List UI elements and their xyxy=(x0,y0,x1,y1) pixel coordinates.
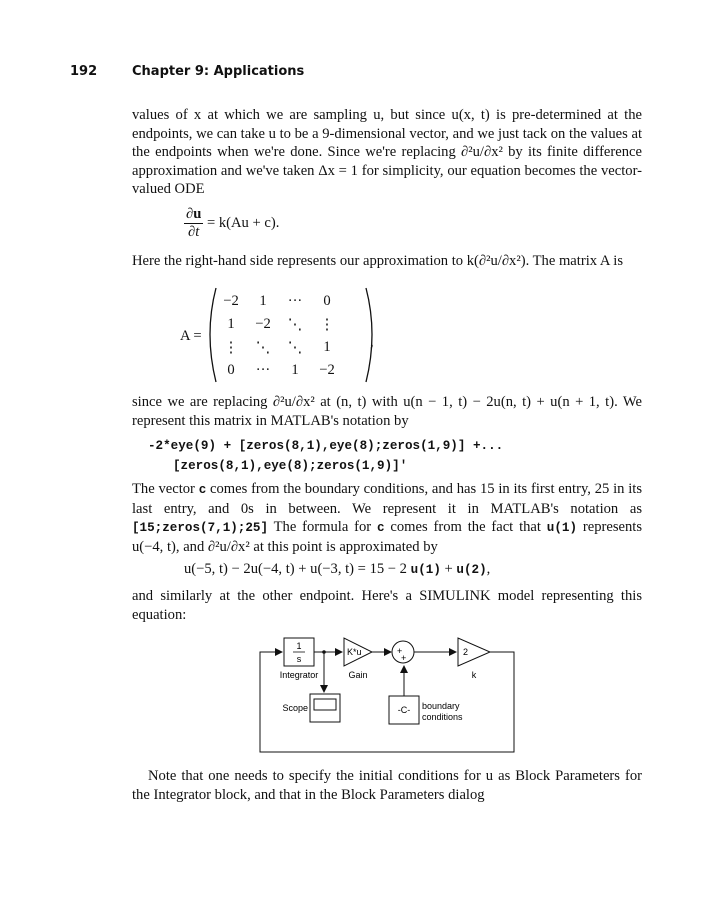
scope-screen-icon xyxy=(314,699,336,710)
paragraph-5 xyxy=(132,587,642,624)
scope-label: Scope xyxy=(282,703,308,713)
matrix-cell: 1 xyxy=(291,362,299,378)
approx-trailer: , xyxy=(486,561,491,577)
text-run: comes from the fact that xyxy=(384,519,547,536)
text-run: represents u(−4, t), and ∂²u/∂x² at this point is approximated by xyxy=(132,519,643,555)
page-number: 192 xyxy=(70,64,98,79)
matrix-cell: 1 xyxy=(227,316,235,332)
inline-code: c xyxy=(377,521,385,536)
matrix-cell: ⋮ xyxy=(223,339,239,356)
code-line-1: -2*eye(9) + [zeros(8,1),eye(8);zeros(1,9)] +... xyxy=(148,439,504,453)
sum-plus-2: + xyxy=(401,653,407,663)
paragraph-3 xyxy=(132,393,642,430)
matrix-cell: ··· xyxy=(255,362,271,378)
k-label: k xyxy=(471,670,477,680)
code-line-2: [zeros(8,1),eye(8);zeros(1,9)]' xyxy=(173,459,408,473)
ode-rhs: = k(Au + c). xyxy=(206,214,280,231)
gain-text: K*u xyxy=(347,647,362,657)
approx-plus: + xyxy=(444,561,453,577)
integrator-bottom: s xyxy=(296,654,302,664)
paragraph-1-text: values of x at which we are sampling u, but since u(x, t) is pre-determined at the endpoints, we can take u to be a 9-dimensional vector, and we just tack on the values at the endpoints when we're done. Since we're replacing ∂²u/∂x² by its finite difference approximation and we've taken Δx = 1 for simplicity, our equation becomes the vector-valued ODE xyxy=(132,107,642,198)
integrator-top: 1 xyxy=(296,641,302,651)
matrix-cell: 1 xyxy=(323,339,331,355)
k-gain-text: 2 xyxy=(463,647,469,657)
matrix-cell: 0 xyxy=(227,362,235,378)
ode-fraction xyxy=(184,206,203,241)
matrix-label: A = xyxy=(180,328,202,344)
paragraph-1 xyxy=(132,106,642,199)
matrix-cell: −2 xyxy=(319,362,335,378)
paragraph-2-text: Here the right-hand side represents our approximation to k(∂²u/∂x²). The matrix A is xyxy=(132,253,624,269)
inline-code: u(1) xyxy=(546,521,578,536)
boundary-label-1: boundary xyxy=(422,701,460,711)
paragraph-4 xyxy=(132,480,642,556)
approx-equation xyxy=(184,561,490,578)
sum-plus-1: + xyxy=(397,646,403,656)
integrator-label: Integrator xyxy=(279,670,319,680)
feedback-line xyxy=(260,652,514,752)
approx-lhs: u(−5, t) − 2u(−4, t) + u(−3, t) = 15 − 2 xyxy=(184,561,407,577)
boundary-label-2: conditions xyxy=(422,712,463,722)
paragraph-3-text: since we are replacing ∂²u/∂x² at (n, t) with u(n − 1, t) − 2u(n, t) + u(n + 1, t). We represent this matrix in MATLAB's notation by xyxy=(132,394,642,429)
matrix-trailer: , xyxy=(370,334,374,350)
matrix-cell: −2 xyxy=(223,293,239,309)
matrix-cell: ⋱ xyxy=(255,339,271,356)
paragraph-6 xyxy=(132,767,642,804)
ode-numerator: ∂u xyxy=(186,206,202,222)
approx-code-1: u(1) xyxy=(410,563,441,577)
simulink-diagram xyxy=(258,636,518,754)
paragraph-4-text xyxy=(132,480,642,556)
gain-label: Gain xyxy=(348,670,368,680)
paragraph-2 xyxy=(132,252,642,271)
ode-denominator: ∂t xyxy=(188,224,200,240)
text-run: The formula for xyxy=(268,519,378,536)
matrix-cell: ⋱ xyxy=(287,339,303,356)
running-header xyxy=(70,64,304,79)
approx-code-2: u(2) xyxy=(456,563,487,577)
matrix-cell: 1 xyxy=(259,293,267,309)
matrix-cell: ··· xyxy=(287,293,303,309)
constant-text: -C- xyxy=(397,705,411,715)
matrix-cell: 0 xyxy=(323,293,331,309)
inline-code: c xyxy=(198,483,207,497)
matrix-cell: ⋱ xyxy=(287,316,303,333)
matrix-grid xyxy=(215,290,343,382)
ode-equation xyxy=(184,206,279,241)
paragraph-5-text: and similarly at the other endpoint. Here's a SIMULINK model representing this equation: xyxy=(132,588,642,623)
inline-code: [15;zeros(7,1);25] xyxy=(132,521,269,536)
paragraph-6-text: Note that one needs to specify the initial conditions for u as Block Parameters for the Integrator block, and that in the Block Parameters dialog xyxy=(132,768,642,803)
matrix-cell: ⋮ xyxy=(319,316,335,333)
text-run: comes from the boundary conditions, and has 15 in its first entry, 25 in its last entry, and 0s in between. We represent it in MATLAB's notation as xyxy=(132,481,642,517)
matrix-cell: −2 xyxy=(255,316,271,332)
text-run: The vector xyxy=(132,481,199,497)
chapter-title: Chapter 9: Applications xyxy=(132,64,305,79)
